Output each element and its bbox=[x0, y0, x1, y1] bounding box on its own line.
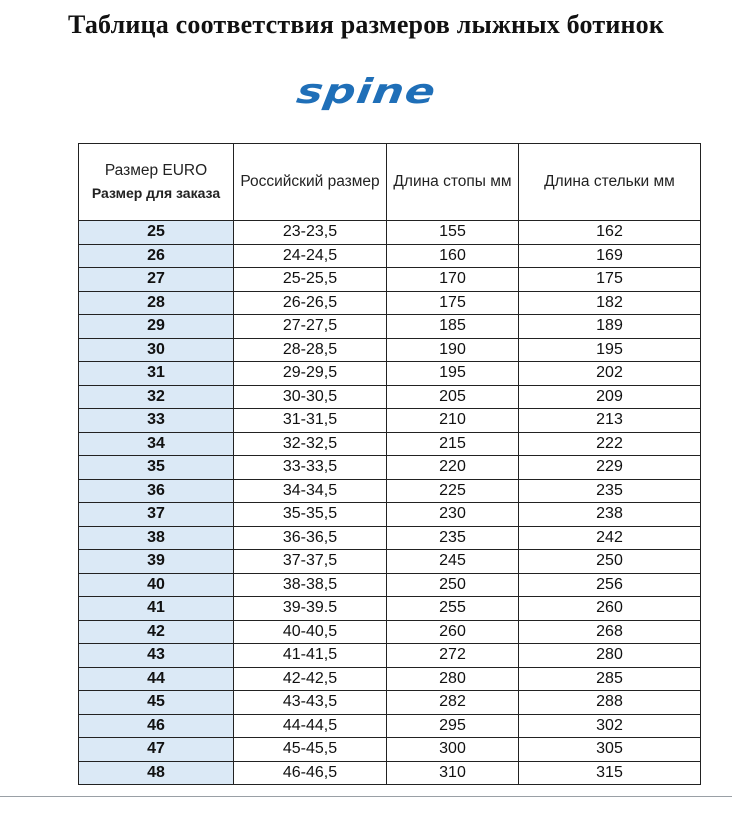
table-row bbox=[79, 244, 701, 268]
cell-euro-size: 43 bbox=[79, 644, 234, 668]
table-row bbox=[79, 550, 701, 574]
cell-insole-length: 222 bbox=[519, 432, 701, 456]
cell-euro-size: 36 bbox=[79, 479, 234, 503]
cell-russian-size: 37-37,5 bbox=[234, 550, 387, 574]
table-row bbox=[79, 597, 701, 621]
header-insole-length: Длина стельки мм bbox=[519, 144, 701, 221]
cell-foot-length: 272 bbox=[387, 644, 519, 668]
cell-euro-size: 44 bbox=[79, 667, 234, 691]
table-row bbox=[79, 456, 701, 480]
cell-euro-size: 45 bbox=[79, 691, 234, 715]
cell-russian-size: 40-40,5 bbox=[234, 620, 387, 644]
table-row bbox=[79, 526, 701, 550]
cell-insole-length: 302 bbox=[519, 714, 701, 738]
cell-foot-length: 245 bbox=[387, 550, 519, 574]
cell-foot-length: 310 bbox=[387, 761, 519, 785]
cell-insole-length: 209 bbox=[519, 385, 701, 409]
cell-insole-length: 162 bbox=[519, 221, 701, 245]
cell-foot-length: 255 bbox=[387, 597, 519, 621]
brand-wordmark: spine bbox=[293, 71, 439, 112]
cell-foot-length: 170 bbox=[387, 268, 519, 292]
cell-insole-length: 242 bbox=[519, 526, 701, 550]
cell-foot-length: 160 bbox=[387, 244, 519, 268]
cell-foot-length: 225 bbox=[387, 479, 519, 503]
cell-euro-size: 30 bbox=[79, 338, 234, 362]
table-row bbox=[79, 738, 701, 762]
cell-russian-size: 29-29,5 bbox=[234, 362, 387, 386]
cell-foot-length: 215 bbox=[387, 432, 519, 456]
cell-foot-length: 210 bbox=[387, 409, 519, 433]
cell-foot-length: 300 bbox=[387, 738, 519, 762]
table-row bbox=[79, 479, 701, 503]
cell-insole-length: 288 bbox=[519, 691, 701, 715]
cell-russian-size: 32-32,5 bbox=[234, 432, 387, 456]
cell-foot-length: 295 bbox=[387, 714, 519, 738]
cell-euro-size: 28 bbox=[79, 291, 234, 315]
cell-euro-size: 32 bbox=[79, 385, 234, 409]
cell-russian-size: 25-25,5 bbox=[234, 268, 387, 292]
cell-russian-size: 26-26,5 bbox=[234, 291, 387, 315]
cell-euro-size: 25 bbox=[79, 221, 234, 245]
table-row bbox=[79, 573, 701, 597]
table-row bbox=[79, 620, 701, 644]
table-row bbox=[79, 338, 701, 362]
cell-foot-length: 282 bbox=[387, 691, 519, 715]
table-row bbox=[79, 503, 701, 527]
cell-russian-size: 34-34,5 bbox=[234, 479, 387, 503]
cell-euro-size: 27 bbox=[79, 268, 234, 292]
cell-russian-size: 44-44,5 bbox=[234, 714, 387, 738]
cell-insole-length: 305 bbox=[519, 738, 701, 762]
table-row bbox=[79, 432, 701, 456]
cell-euro-size: 31 bbox=[79, 362, 234, 386]
cell-foot-length: 155 bbox=[387, 221, 519, 245]
cell-russian-size: 43-43,5 bbox=[234, 691, 387, 715]
cell-russian-size: 38-38,5 bbox=[234, 573, 387, 597]
cell-insole-length: 182 bbox=[519, 291, 701, 315]
cell-russian-size: 41-41,5 bbox=[234, 644, 387, 668]
table-row bbox=[79, 291, 701, 315]
cell-foot-length: 260 bbox=[387, 620, 519, 644]
cell-russian-size: 30-30,5 bbox=[234, 385, 387, 409]
cell-foot-length: 235 bbox=[387, 526, 519, 550]
header-foot-length: Длина стопы мм bbox=[387, 144, 519, 221]
divider bbox=[0, 796, 732, 797]
cell-foot-length: 205 bbox=[387, 385, 519, 409]
cell-foot-length: 190 bbox=[387, 338, 519, 362]
table-row bbox=[79, 667, 701, 691]
cell-insole-length: 195 bbox=[519, 338, 701, 362]
table-row bbox=[79, 362, 701, 386]
cell-russian-size: 31-31,5 bbox=[234, 409, 387, 433]
cell-foot-length: 230 bbox=[387, 503, 519, 527]
cell-euro-size: 29 bbox=[79, 315, 234, 339]
table-row bbox=[79, 409, 701, 433]
cell-euro-size: 38 bbox=[79, 526, 234, 550]
cell-insole-length: 202 bbox=[519, 362, 701, 386]
header-euro bbox=[79, 144, 234, 221]
table-row bbox=[79, 714, 701, 738]
cell-russian-size: 35-35,5 bbox=[234, 503, 387, 527]
cell-euro-size: 42 bbox=[79, 620, 234, 644]
cell-euro-size: 33 bbox=[79, 409, 234, 433]
cell-euro-size: 41 bbox=[79, 597, 234, 621]
cell-insole-length: 250 bbox=[519, 550, 701, 574]
table-row bbox=[79, 691, 701, 715]
table-row bbox=[79, 761, 701, 785]
cell-euro-size: 48 bbox=[79, 761, 234, 785]
cell-insole-length: 235 bbox=[519, 479, 701, 503]
cell-insole-length: 268 bbox=[519, 620, 701, 644]
cell-russian-size: 33-33,5 bbox=[234, 456, 387, 480]
cell-insole-length: 189 bbox=[519, 315, 701, 339]
cell-foot-length: 175 bbox=[387, 291, 519, 315]
cell-insole-length: 256 bbox=[519, 573, 701, 597]
cell-russian-size: 28-28,5 bbox=[234, 338, 387, 362]
cell-russian-size: 46-46,5 bbox=[234, 761, 387, 785]
cell-russian-size: 45-45,5 bbox=[234, 738, 387, 762]
cell-insole-length: 260 bbox=[519, 597, 701, 621]
cell-insole-length: 315 bbox=[519, 761, 701, 785]
cell-foot-length: 185 bbox=[387, 315, 519, 339]
cell-russian-size: 23-23,5 bbox=[234, 221, 387, 245]
cell-insole-length: 285 bbox=[519, 667, 701, 691]
cell-euro-size: 37 bbox=[79, 503, 234, 527]
cell-insole-length: 213 bbox=[519, 409, 701, 433]
cell-euro-size: 39 bbox=[79, 550, 234, 574]
table-body bbox=[79, 221, 701, 785]
cell-russian-size: 27-27,5 bbox=[234, 315, 387, 339]
page-title: Таблица соответствия размеров лыжных ботинок bbox=[67, 10, 665, 39]
cell-russian-size: 24-24,5 bbox=[234, 244, 387, 268]
table-row bbox=[79, 268, 701, 292]
size-table bbox=[78, 143, 701, 785]
cell-euro-size: 46 bbox=[79, 714, 234, 738]
cell-foot-length: 195 bbox=[387, 362, 519, 386]
cell-insole-length: 238 bbox=[519, 503, 701, 527]
table-row bbox=[79, 385, 701, 409]
table-row bbox=[79, 644, 701, 668]
header-order-size-label: Размер для заказа bbox=[91, 185, 221, 201]
cell-russian-size: 39-39.5 bbox=[234, 597, 387, 621]
cell-russian-size: 42-42,5 bbox=[234, 667, 387, 691]
cell-euro-size: 35 bbox=[79, 456, 234, 480]
cell-russian-size: 36-36,5 bbox=[234, 526, 387, 550]
cell-insole-length: 229 bbox=[519, 456, 701, 480]
cell-foot-length: 280 bbox=[387, 667, 519, 691]
cell-euro-size: 26 bbox=[79, 244, 234, 268]
cell-euro-size: 34 bbox=[79, 432, 234, 456]
header-euro-label: Размер EURO bbox=[104, 162, 208, 179]
table-row bbox=[79, 221, 701, 245]
cell-foot-length: 250 bbox=[387, 573, 519, 597]
spine-logo bbox=[0, 66, 732, 117]
cell-insole-length: 175 bbox=[519, 268, 701, 292]
cell-insole-length: 280 bbox=[519, 644, 701, 668]
header-row bbox=[79, 144, 701, 221]
header-russian: Российский размер bbox=[234, 144, 387, 221]
cell-foot-length: 220 bbox=[387, 456, 519, 480]
cell-euro-size: 40 bbox=[79, 573, 234, 597]
cell-insole-length: 169 bbox=[519, 244, 701, 268]
cell-euro-size: 47 bbox=[79, 738, 234, 762]
table-row bbox=[79, 315, 701, 339]
